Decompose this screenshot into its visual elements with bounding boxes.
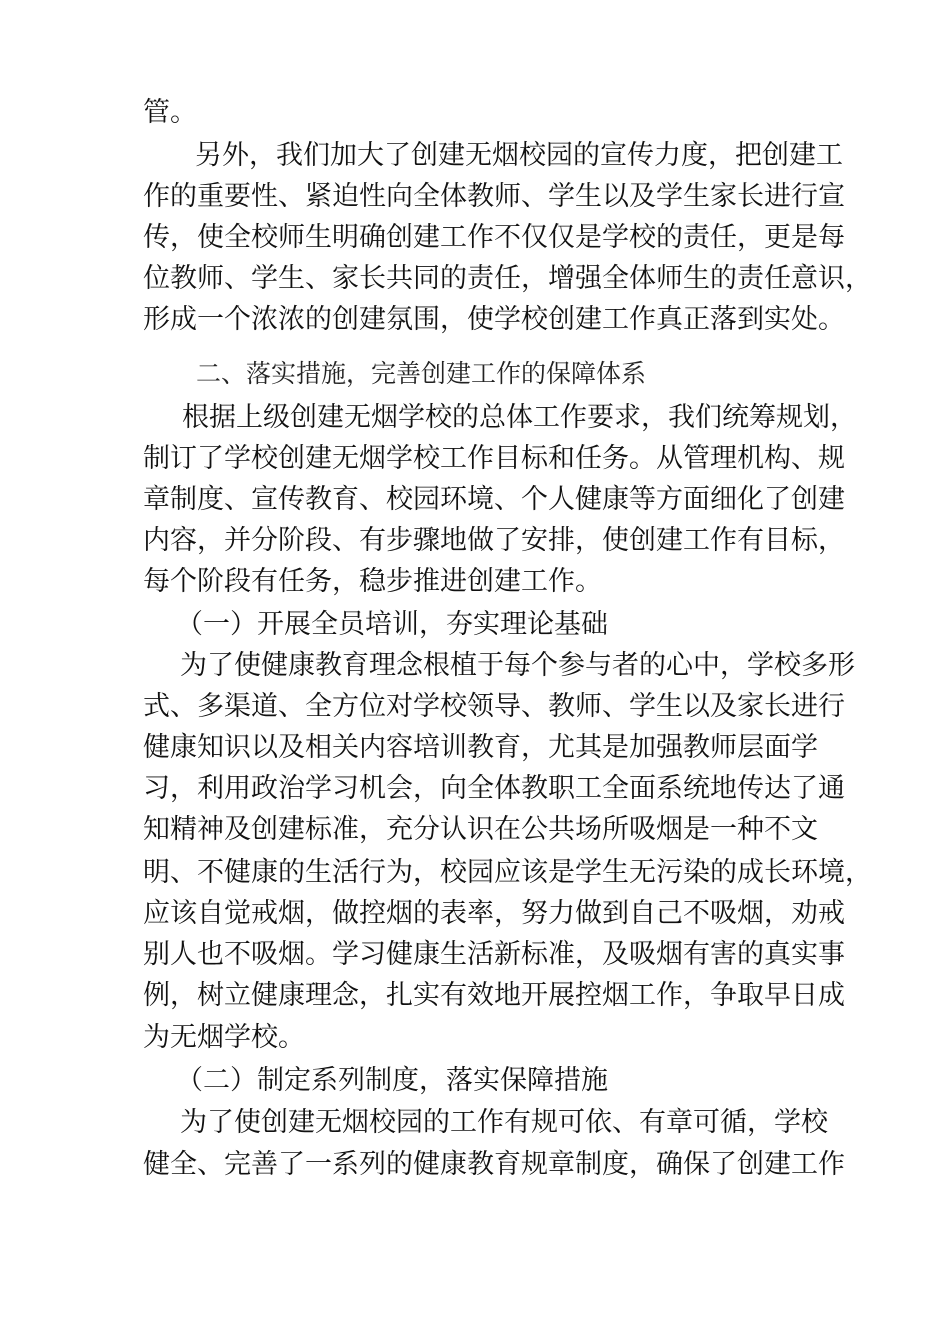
training-paragraph-line: 例，树立健康理念，扎实有效地开展控烟工作，争取早日成 xyxy=(143,980,845,1011)
training-paragraph-line: 为了使健康教育理念根植于每个参与者的心中，学校多形 xyxy=(180,650,855,681)
plan-paragraph-line: 内容，并分阶段、有步骤地做了安排，使创建工作有目标， xyxy=(143,525,845,556)
subsection-1-heading: （一）开展全员培训，夯实理论基础 xyxy=(176,609,608,640)
training-paragraph-line: 别人也不吸烟。学习健康生活新标准，及吸烟有害的真实事 xyxy=(143,939,845,970)
training-paragraph-line: 应该自觉戒烟，做控烟的表率，努力做到自己不吸烟，劝戒 xyxy=(143,898,845,929)
training-paragraph-line: 明、不健康的生活行为，校园应该是学生无污染的成长环境， xyxy=(143,857,872,888)
publicity-paragraph-line: 作的重要性、紧迫性向全体教师、学生以及学生家长进行宣 xyxy=(143,181,845,212)
publicity-paragraph-line: 形成一个浓浓的创建氛围，使学校创建工作真正落到实处。 xyxy=(143,304,845,335)
plan-paragraph-line: 每个阶段有任务，稳步推进创建工作。 xyxy=(143,566,602,597)
publicity-paragraph-line: 位教师、学生、家长共同的责任，增强全体师生的责任意识， xyxy=(143,263,872,294)
publicity-paragraph-line: 另外，我们加大了创建无烟校园的宣传力度，把创建工 xyxy=(195,140,843,171)
plan-paragraph-line: 根据上级创建无烟学校的总体工作要求，我们统筹规划， xyxy=(182,402,857,433)
training-paragraph-line: 知精神及创建标准，充分认识在公共场所吸烟是一种不文 xyxy=(143,814,818,845)
subsection-2-heading: （二）制定系列制度，落实保障措施 xyxy=(176,1065,608,1096)
rules-paragraph-line: 健全、完善了一系列的健康教育规章制度，确保了创建工作 xyxy=(143,1149,845,1180)
training-paragraph-line: 健康知识以及相关内容培训教育，尤其是加强教师层面学 xyxy=(143,732,818,763)
rules-paragraph-line: 为了使创建无烟校园的工作有规可依、有章可循，学校 xyxy=(180,1107,828,1138)
publicity-paragraph-line: 传，使全校师生明确创建工作不仅仅是学校的责任，更是每 xyxy=(143,222,845,253)
plan-paragraph-line: 章制度、宣传教育、校园环境、个人健康等方面细化了创建 xyxy=(143,484,845,515)
training-paragraph-line: 为无烟学校。 xyxy=(143,1022,305,1053)
training-paragraph-line: 习，利用政治学习机会，向全体教职工全面系统地传达了通 xyxy=(143,773,845,804)
intro-tail-line: 管。 xyxy=(143,97,197,128)
training-paragraph-line: 式、多渠道、全方位对学校领导、教师、学生以及家长进行 xyxy=(143,691,845,722)
plan-paragraph-line: 制订了学校创建无烟学校工作目标和任务。从管理机构、规 xyxy=(143,443,845,474)
section-2-heading: 二、落实措施，完善创建工作的保障体系 xyxy=(196,359,647,388)
